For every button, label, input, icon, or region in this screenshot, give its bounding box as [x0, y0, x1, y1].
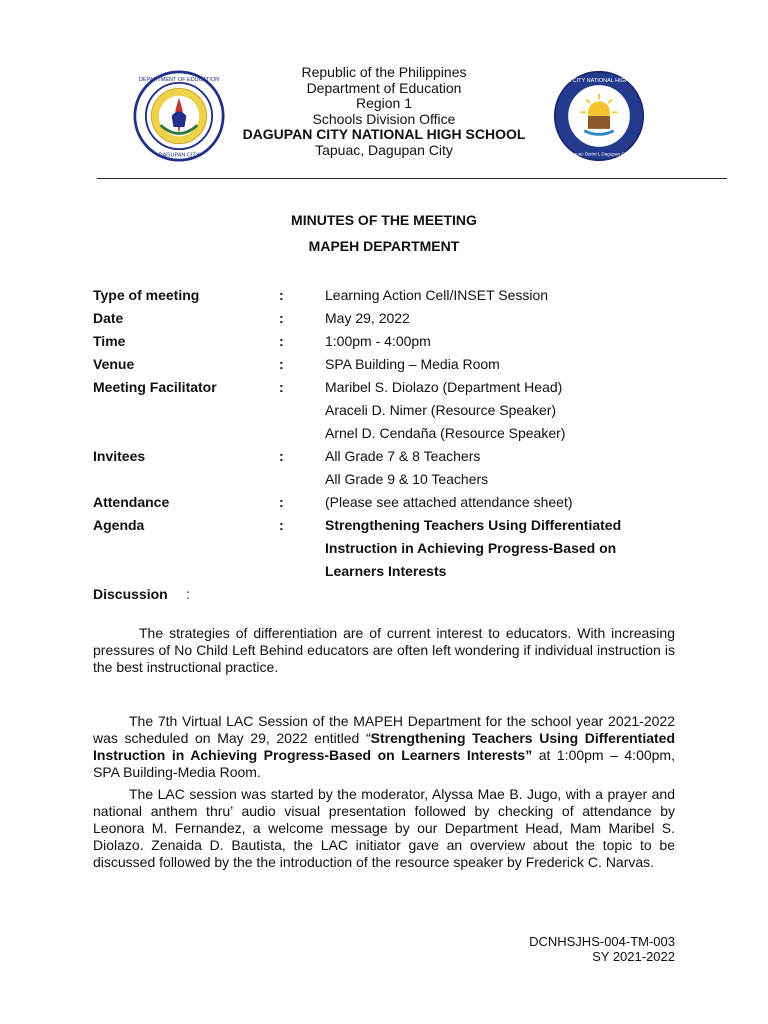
detail-colon: : [279, 448, 284, 464]
document-footer [529, 934, 675, 964]
detail-value: 1:00pm - 4:00pm [325, 333, 431, 349]
svg-text:DAGUPAN CITY: DAGUPAN CITY [158, 152, 200, 159]
detail-label: Attendance [93, 494, 170, 510]
detail-label: Discussion [93, 586, 168, 602]
discussion-paragraph: The strategies of differentiation are of current interest to educators. With increasing pressures of No Child Left Behind educators are often left wondering if individual instruction is the best instructional practice. [93, 625, 675, 675]
svg-text:DEPARTMENT OF EDUCATION: DEPARTMENT OF EDUCATION [138, 77, 220, 84]
detail-colon: : [279, 310, 284, 326]
detail-value: All Grade 9 & 10 Teachers [325, 471, 489, 487]
country-line: Republic of the Philippines [301, 64, 467, 80]
detail-colon: : [186, 586, 190, 602]
school-address: Tapuac, Dagupan City [315, 141, 453, 158]
discussion-paragraph [93, 713, 675, 781]
detail-label: Invitees [93, 448, 146, 464]
letterhead [0, 65, 768, 158]
detail-label: Agenda [93, 517, 145, 533]
school-name: DAGUPAN CITY NATIONAL HIGH SCHOOL [242, 126, 526, 142]
detail-colon: : [279, 494, 284, 510]
detail-colon: : [279, 287, 284, 303]
detail-value: Learners Interests [325, 563, 447, 579]
detail-value: Arnel D. Cendaña (Resource Speaker) [325, 425, 566, 441]
detail-value: All Grade 7 & 8 Teachers [325, 448, 481, 464]
detail-label: Date [93, 310, 124, 326]
detail-value: Maribel S. Diolazo (Department Head) [325, 379, 563, 395]
svg-text:DAGUPAN CITY NATIONAL HIGH SCH: DAGUPAN CITY NATIONAL HIGH SCHOOL [544, 77, 654, 84]
detail-colon: : [279, 333, 284, 349]
paragraph-text: at 1:00pm – 4:00pm, SPA Building-Media Room. [93, 747, 675, 780]
detail-value: Strengthening Teachers Using Differentiated [325, 517, 622, 533]
detail-colon: : [279, 356, 284, 372]
department-line: Department of Education [306, 79, 462, 96]
detail-label: Meeting Facilitator [93, 379, 217, 395]
detail-label: Type of meeting [93, 287, 200, 303]
detail-value: (Please see attached attendance sheet) [325, 494, 573, 510]
detail-colon: : [279, 517, 284, 533]
svg-text:Tapuac District, Dagupan City: Tapuac District, Dagupan City [568, 151, 630, 157]
detail-value: Araceli D. Nimer (Resource Speaker) [325, 402, 557, 418]
discussion-paragraph: The LAC session was started by the moderator, Alyssa Mae B. Jugo, with a prayer and national anthem thru’ audio visual presentation followed by checking of attendance by Leonora M. Fernandez, a welcome message by our Department Head, Mam Maribel S. Diolazo. Zenaida D. Bautista, the LAC initiator gave an overview about the topic to be discussed followed by the the introduction of the resource speaker by Frederick C. Narvas. [93, 786, 675, 870]
detail-value: May 29, 2022 [325, 310, 410, 326]
document-code: DCNHSJHS-004-TM-003 [529, 934, 675, 949]
detail-value: Learning Action Cell/INSET Session [325, 287, 549, 303]
paragraph-text: The 7th Virtual LAC Session of the MAPEH Department for the school year 2021-2022 was scheduled on May 29, 2022 entitled “ [93, 713, 675, 746]
region-line: Region 1 [355, 95, 413, 111]
header-rule: ___________________________________________________________________________________ [97, 163, 727, 179]
session-title: Strengthening Teachers Using Differentiated Instruction in Achieving Progress-Based on Learners Interests” [93, 730, 675, 763]
division-line: Schools Division Office [312, 110, 456, 127]
detail-value: SPA Building – Media Room [325, 356, 500, 372]
school-year: SY 2021-2022 [592, 949, 675, 964]
department-title: MAPEH DEPARTMENT [308, 238, 460, 254]
detail-label: Time [93, 333, 126, 349]
detail-colon: : [279, 379, 284, 395]
detail-value: Instruction in Achieving Progress-Based on [325, 540, 617, 556]
document-title: MINUTES OF THE MEETING [291, 212, 477, 228]
detail-label: Venue [93, 356, 135, 372]
